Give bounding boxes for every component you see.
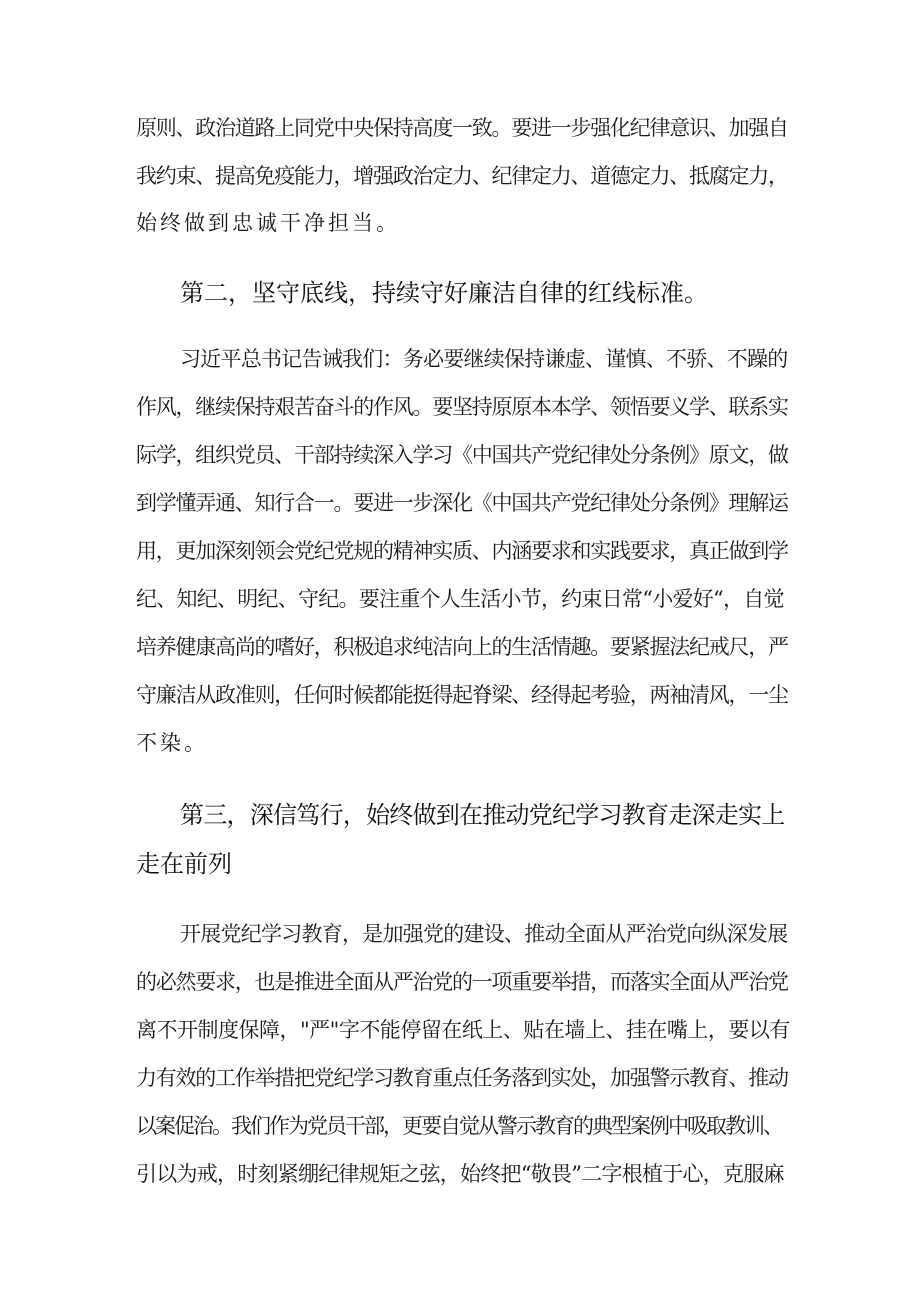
paragraph-3-line-1: 开展党纪学习教育，是加强党的建设、推动全面从严治党向纵深发展 <box>180 922 788 946</box>
paragraph-1-line-3: 始终做到忠诚干净担当。 <box>136 211 400 235</box>
section-heading-3-line-1: 第三，深信笃行，始终做到在推动党纪学习教育走深走实上 <box>180 801 785 829</box>
paragraph-2-line-1: 习近平总书记告诫我们：务必要继续保持谦虚、谨慎、不骄、不躁的 <box>180 347 788 371</box>
paragraph-3-line-5: 以案促治。我们作为党员干部，更要自觉从警示教育的典型案例中吸取教训、 <box>136 1114 782 1138</box>
paragraph-1-line-2: 我约束、提高免疫能力，增强政治定力、纪律定力、道德定力、抵腐定力， <box>136 164 788 188</box>
paragraph-3-line-6: 引以为戒，时刻紧绷纪律规矩之弦，始终把“敬畏”二字根植于心，克服麻 <box>136 1162 784 1186</box>
paragraph-2-line-8: 守廉洁从政准则，任何时候都能挺得起脊梁、经得起考验，两袖清风，一尘 <box>136 683 788 707</box>
paragraph-3-line-2: 的必然要求，也是推进全面从严治党的一项重要举措，而落实全面从严治党 <box>136 970 788 994</box>
paragraph-2-line-9: 不染。 <box>136 731 208 755</box>
paragraph-2-line-6: 纪、知纪、明纪、守纪。要注重个人生活小节，约束日常“小爱好“，自觉 <box>136 587 784 611</box>
section-heading-3-line-2: 走在前列 <box>136 850 232 878</box>
paragraph-3-line-4: 力有效的工作举措把党纪学习教育重点任务落到实处，加强警示教育、推动 <box>136 1066 788 1090</box>
paragraph-2-line-3: 际学，组织党员、干部持续深入学习《中国共产党纪律处分条例》原文，做 <box>136 443 788 467</box>
paragraph-2-line-2: 作风，继续保持艰苦奋斗的作风。要坚持原原本本学、领悟要义学、联系实 <box>136 395 788 419</box>
paragraph-2-line-4: 到学懂弄通、知行合一。要进一步深化《中国共产党纪律处分条例》理解运 <box>136 491 788 515</box>
section-heading-2: 第二，坚守底线，持续守好廉洁自律的红线标准。 <box>180 279 708 307</box>
paragraph-2-line-7: 培养健康高尚的嗜好，积极追求纯洁向上的生活情趣。要紧握法纪戒尺，严 <box>136 635 788 659</box>
paragraph-2-line-5: 用，更加深刻领会党纪党规的精神实质、内涵要求和实践要求，真正做到学 <box>136 539 788 563</box>
paragraph-3-line-3: 离不开制度保障，"严"字不能停留在纸上、贴在墙上、挂在嘴上，要以有 <box>136 1018 790 1042</box>
paragraph-1-line-1: 原则、政治道路上同党中央保持高度一致。要进一步强化纪律意识、加强自 <box>136 116 788 140</box>
